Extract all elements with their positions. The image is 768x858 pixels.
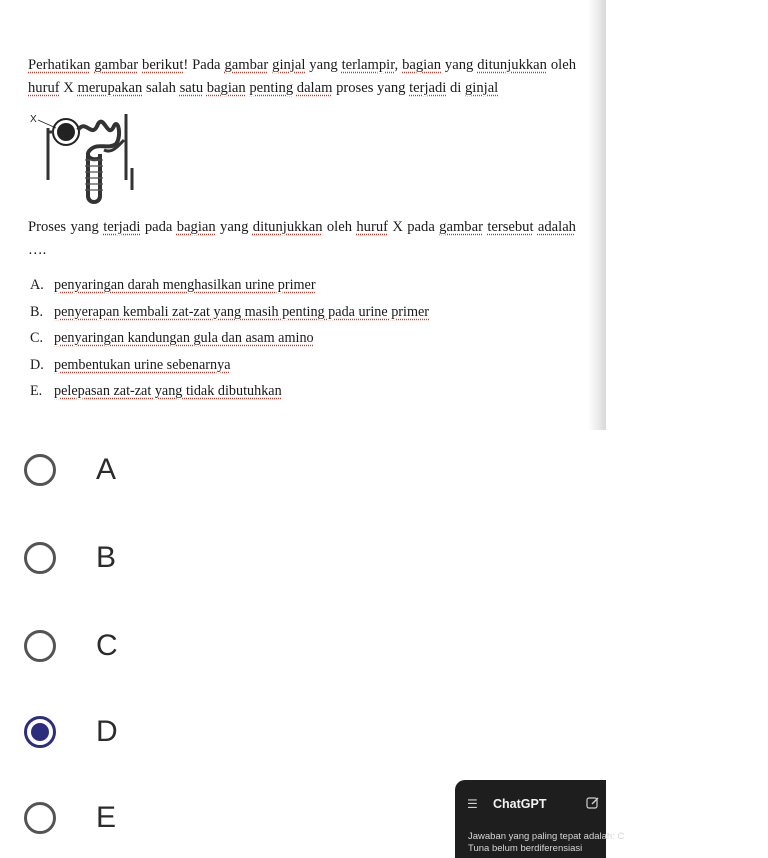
prompt-word: pada	[140, 219, 177, 235]
option-text: penyerapan kembali zat-zat yang masih penting pada urine primer	[54, 303, 430, 320]
intro-word: gambar	[94, 57, 139, 73]
option-item-a	[30, 272, 570, 299]
option-item-e	[30, 378, 570, 405]
intro-word: X	[59, 80, 78, 96]
glomerulus	[57, 123, 75, 141]
radio-button-b[interactable]	[24, 542, 56, 574]
option-item-b	[30, 299, 570, 326]
intro-word: yang	[305, 57, 342, 73]
intro-word: ginjal	[465, 80, 499, 96]
intro-word: terjadi	[409, 80, 447, 96]
intro-word: ditunjukkan	[477, 57, 547, 73]
choice-label: E	[96, 801, 117, 834]
intro-word: proses yang	[332, 80, 410, 96]
intro-word: gambar	[224, 57, 269, 73]
option-text: pembentukan urine sebenarnya	[54, 356, 231, 373]
option-item-d	[30, 352, 570, 379]
radio-button-a[interactable]	[24, 454, 56, 486]
option-letter: B.	[30, 303, 44, 320]
nephron-figure	[28, 110, 140, 206]
answer-choice-b[interactable]	[24, 536, 224, 580]
option-text: pelepasan zat-zat yang tidak dibutuhkan	[54, 383, 282, 399]
prompt-word: tersebut	[487, 219, 534, 235]
edit-icon-frame	[587, 798, 597, 808]
prompt-word: adalah	[537, 219, 576, 235]
choice-label: D	[96, 715, 118, 748]
collecting-duct	[126, 114, 132, 190]
question-card	[0, 0, 588, 420]
chat-message	[468, 831, 768, 855]
edit-icon[interactable]	[586, 796, 600, 810]
chat-line-2: Tuna belum berdiferensiasi	[468, 843, 583, 854]
intro-word: terlampir	[341, 57, 395, 73]
figure-label-x: X	[30, 114, 37, 125]
option-letter: D.	[30, 356, 44, 373]
answer-choice-a[interactable]	[24, 448, 224, 492]
intro-word: ! Pada	[183, 57, 225, 73]
answer-choice-d[interactable]	[24, 710, 224, 754]
intro-word: salah	[142, 80, 180, 96]
chat-line-1: Jawaban yang paling tepat adalah: C	[468, 831, 625, 842]
intro-word: oleh	[546, 57, 576, 73]
choice-label: B	[96, 541, 117, 574]
radio-selected-dot	[31, 723, 49, 741]
intro-word: yang	[441, 57, 478, 73]
intro-word: Perhatikan	[28, 57, 91, 73]
intro-word: merupakan	[77, 80, 143, 96]
page-edge-shadow	[588, 0, 606, 430]
intro-word: bagian	[402, 57, 441, 73]
choice-label: C	[96, 629, 118, 662]
prompt-word: X pada	[387, 219, 440, 235]
option-letter: A.	[30, 277, 44, 293]
option-list	[30, 272, 570, 405]
option-text: penyaringan kandungan gula dan asam amino	[54, 330, 314, 346]
prompt-word: oleh	[322, 219, 357, 235]
radio-button-c[interactable]	[24, 630, 56, 662]
radio-button-d[interactable]	[24, 716, 56, 748]
chatgpt-panel[interactable]	[455, 780, 625, 858]
intro-word: berikut	[142, 57, 184, 73]
chat-header	[455, 780, 606, 828]
prompt-word: yang	[215, 219, 253, 235]
question-prompt	[28, 216, 576, 262]
intro-word: ginjal	[272, 57, 306, 73]
answer-choice-c[interactable]	[24, 624, 224, 668]
intro-word: penting	[249, 80, 294, 96]
option-item-c	[30, 325, 570, 352]
answer-choice-e[interactable]	[24, 796, 224, 840]
prompt-word: ditunjukkan	[252, 219, 323, 235]
option-letter: E.	[30, 383, 43, 399]
hamburger-icon[interactable]: ☰	[467, 797, 478, 811]
prompt-word: Proses yang	[28, 219, 104, 235]
prompt-word: bagian	[176, 219, 216, 235]
prompt-word: huruf	[356, 219, 388, 235]
option-text: penyaringan darah menghasilkan urine primer	[54, 277, 316, 293]
proximal-tubule	[78, 122, 119, 160]
question-intro	[28, 54, 576, 100]
intro-word: ,	[394, 57, 403, 73]
choice-label: A	[96, 453, 117, 486]
intro-word: bagian	[206, 80, 246, 96]
option-letter: C.	[30, 330, 44, 346]
intro-word: huruf	[28, 80, 60, 96]
intro-word: di	[446, 80, 465, 96]
prompt-word: terjadi	[103, 219, 141, 235]
intro-word: dalam	[296, 80, 333, 96]
chat-title: ChatGPT	[493, 797, 547, 811]
prompt-word: gambar	[439, 219, 483, 235]
intro-word: satu	[179, 80, 204, 96]
prompt-word: ….	[28, 242, 47, 258]
radio-button-e[interactable]	[24, 802, 56, 834]
